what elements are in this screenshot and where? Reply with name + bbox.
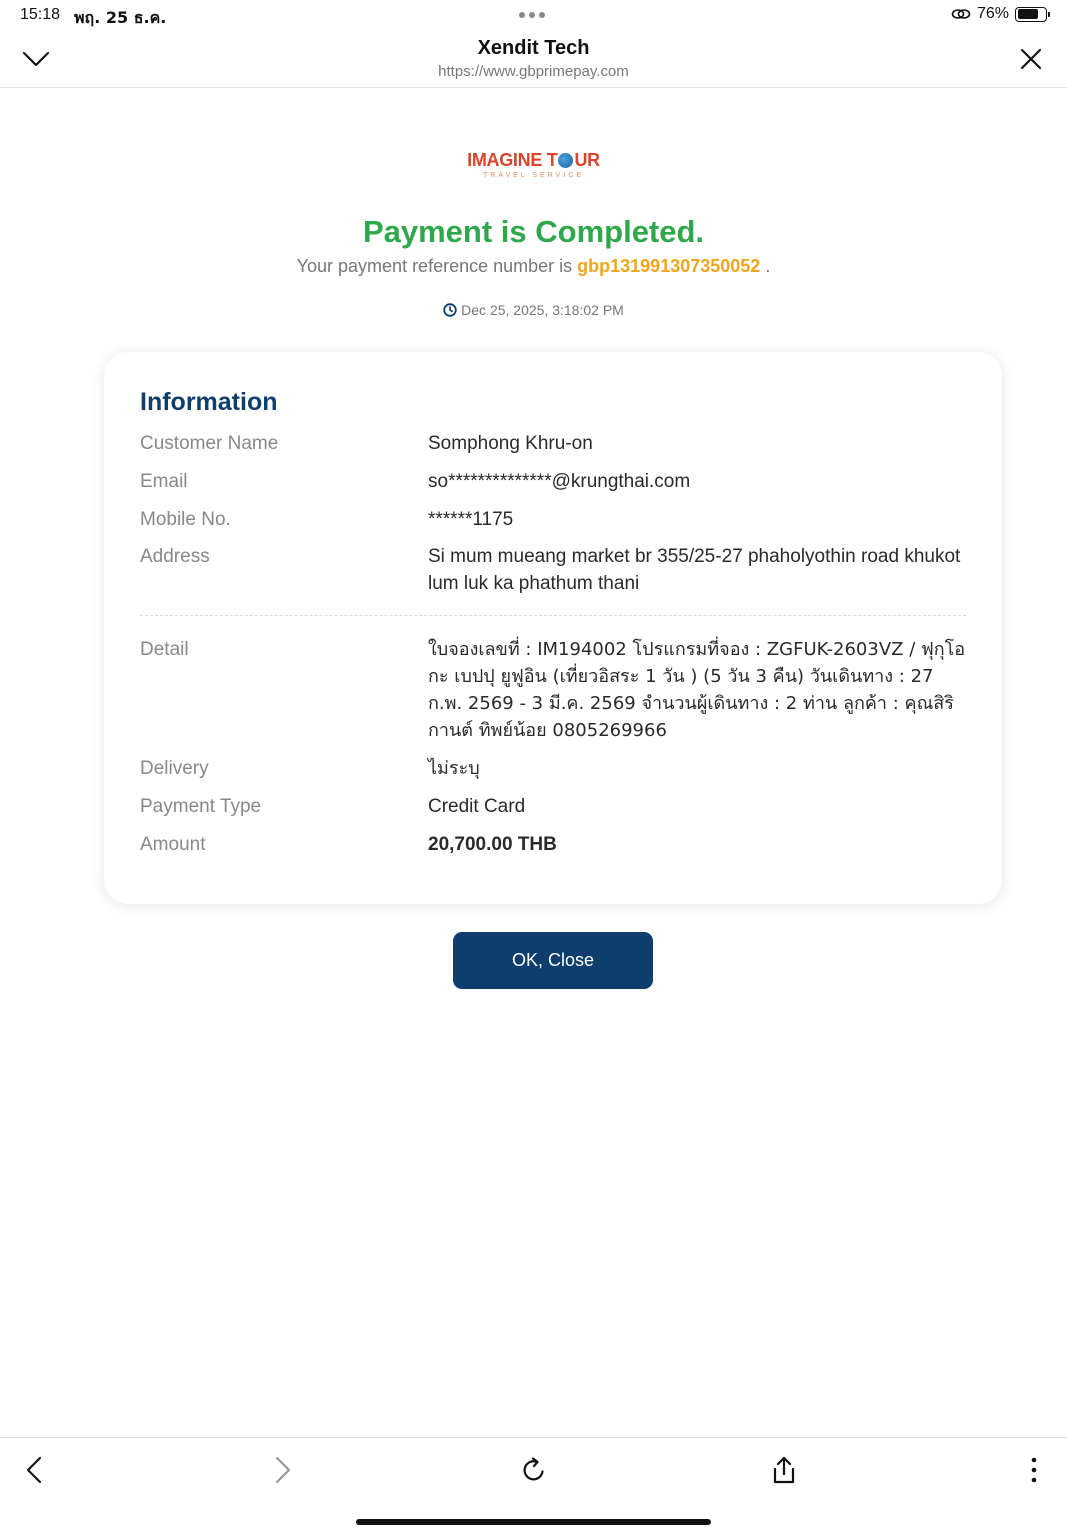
- row-label: Payment Type: [140, 796, 262, 817]
- status-bar: [0, 0, 1067, 30]
- row-label: Customer Name: [140, 433, 279, 454]
- reference-suffix: .: [765, 256, 771, 276]
- reload-icon: [520, 1456, 548, 1484]
- merchant-logo: [0, 150, 1067, 179]
- reload-button[interactable]: [518, 1454, 550, 1486]
- reference-prefix: Your payment reference number is: [296, 256, 573, 276]
- close-button[interactable]: [1016, 44, 1046, 74]
- row-value: 20,700.00 THB: [428, 834, 557, 855]
- link-icon: [951, 7, 971, 21]
- row-label: Amount: [140, 834, 206, 855]
- browser-header: [0, 30, 1067, 88]
- share-icon: [770, 1455, 798, 1485]
- reference-number: gbp131991307350052: [577, 256, 761, 276]
- information-card: [104, 352, 1002, 904]
- forward-button[interactable]: [267, 1454, 299, 1486]
- logo-text-part1: IMAGINE T: [467, 150, 558, 170]
- row-value: ******1175: [428, 509, 514, 530]
- battery-icon: [1015, 7, 1047, 22]
- page-url: https://www.gbprimepay.com: [438, 63, 629, 80]
- row-label: Delivery: [140, 758, 209, 779]
- home-indicator: [356, 1519, 711, 1525]
- status-right: [951, 5, 1047, 23]
- more-icon: [1030, 1456, 1038, 1484]
- row-label: Address: [140, 546, 210, 567]
- status-time: 15:18: [20, 6, 61, 23]
- row-value: Credit Card: [428, 796, 526, 817]
- section-divider: [140, 615, 966, 616]
- timestamp-text: Dec 25, 2025, 3:18:02 PM: [461, 302, 624, 318]
- battery-percent: 76%: [976, 5, 1009, 22]
- forward-icon: [275, 1456, 291, 1484]
- row-label: Detail: [140, 639, 189, 660]
- row-value: so**************@krungthai.com: [428, 471, 691, 492]
- close-icon: [1020, 48, 1042, 70]
- more-button[interactable]: [1018, 1454, 1050, 1486]
- back-button[interactable]: [18, 1454, 50, 1486]
- card-title: Information: [140, 388, 278, 416]
- share-button[interactable]: [768, 1454, 800, 1486]
- row-label: Email: [140, 471, 188, 492]
- logo-text-part2: UR: [574, 150, 600, 170]
- payment-timestamp: [0, 302, 1067, 318]
- payment-status-heading: Payment is Completed.: [362, 214, 705, 249]
- clock-icon: [443, 303, 457, 317]
- browser-bottom-bar: [0, 1437, 1067, 1535]
- row-value: ไม่ระบุ: [428, 758, 480, 779]
- reference-line: [0, 256, 1067, 277]
- back-icon: [26, 1456, 42, 1484]
- status-date: พฤ. 25 ธ.ค.: [74, 8, 167, 27]
- row-label: Mobile No.: [140, 509, 231, 530]
- page-title: Xendit Tech: [477, 37, 590, 59]
- multitask-dots-icon[interactable]: [519, 12, 545, 18]
- globe-icon: [558, 153, 573, 168]
- row-value: ใบจองเลขที่ : IM194002 โปรแกรมที่จอง : ZGFUK-2603VZ / ฟุกุโอกะ เบปปุ ยูฟูอิน (เที่ยวอิสระ 1 วัน ) (5 วัน 3 คืน) วันเดินทาง : 27 ก.พ. 2569 - 3 มี.ค. 2569 จำนวนผู้เดินทาง : 2 ท่าน ลูกค้า : คุณสิริกานต์ ทิพย์น้อย 0805269966: [428, 639, 966, 741]
- ok-close-button[interactable]: OK, Close: [453, 932, 653, 989]
- row-value: Somphong Khru-on: [428, 433, 593, 454]
- row-value: Si mum mueang market br 355/25-27 phaholyothin road khukot lum luk ka phathum thani: [428, 546, 961, 594]
- logo-subtitle: TRAVEL SERVICE: [482, 172, 584, 179]
